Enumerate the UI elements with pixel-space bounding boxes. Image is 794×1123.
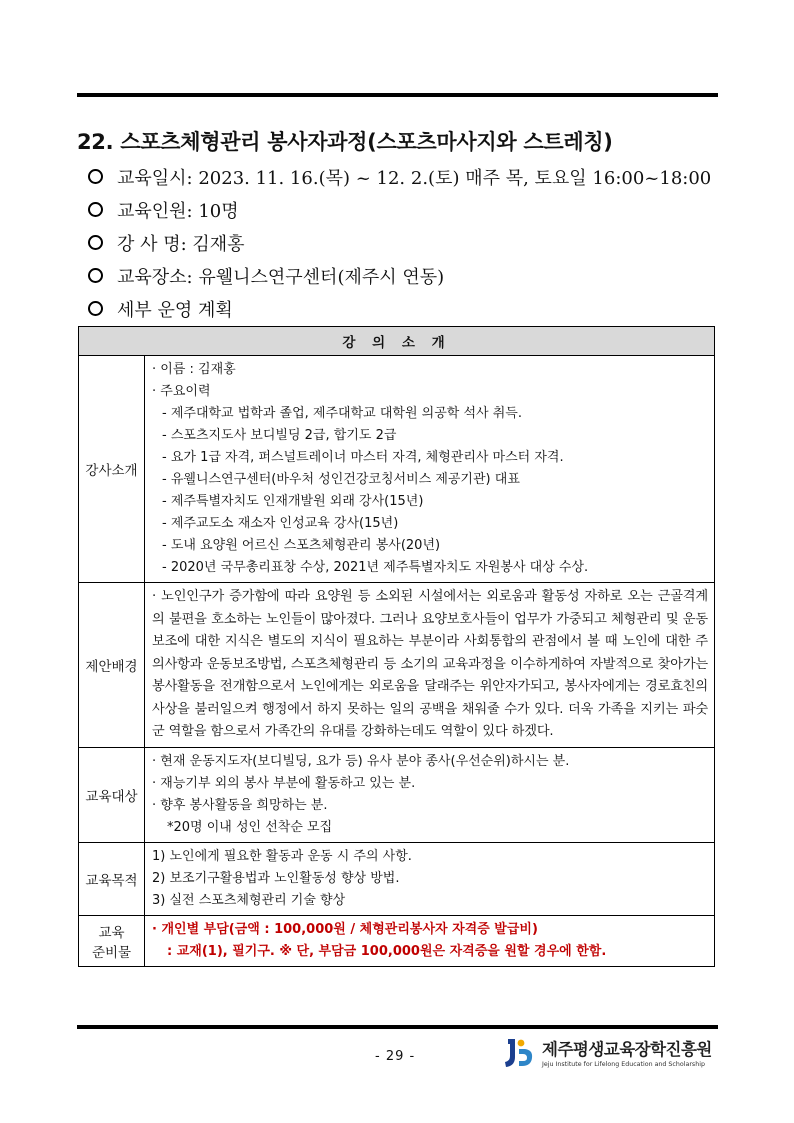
info-text: 강 사 명: 김재홍 (117, 233, 245, 255)
bottom-divider (77, 1025, 718, 1029)
instructor-line: - 2020년 국무총리표창 수상, 2021년 제주특별자치도 자원봉사 대상 수상. (162, 560, 589, 575)
info-text: 교육일시: 2023. 11. 16.(목) ~ 12. 2.(토) 매주 목, 토요일 16:00~18:00 (117, 167, 712, 189)
target-note: *20명 이내 성인 선착순 모집 (167, 819, 333, 835)
instructor-line: - 제주교도소 재소자 인성교육 강사(15년) (162, 516, 399, 531)
logo-text (542, 1036, 712, 1068)
institute-logo (502, 1035, 712, 1069)
info-text: 세부 운영 계획 (117, 299, 233, 321)
info-item-location (86, 259, 711, 292)
row-label-instructor: 강사소개 (79, 356, 145, 583)
target-line: · 현재 운동지도자(보디빌딩, 요가 등) 유사 분야 종사(우선순위)하시는 분. (152, 753, 570, 769)
purpose-line: 1) 노인에게 필요한 활동과 운동 시 주의 사항. (152, 848, 412, 864)
info-item-instructor (86, 226, 711, 259)
info-text: 교육장소: 유웰니스연구센터(제주시 연동) (117, 266, 445, 288)
circle-bullet-icon (88, 202, 103, 217)
target-line: · 재능기부 외의 봉사 부분에 활동하고 있는 분. (152, 775, 416, 791)
top-divider (77, 93, 718, 97)
table-header: 강 의 소 개 (79, 327, 715, 356)
instructor-line: - 요가 1급 자격, 퍼스널트레이너 마스터 자격, 체형관리사 마스터 자격. (162, 450, 564, 465)
instructor-line: - 스포츠지도사 보디빌딩 2급, 합기도 2급 (162, 428, 397, 443)
table-row-supplies (79, 915, 715, 966)
target-line: · 향후 봉사활동을 희망하는 분. (152, 797, 328, 813)
info-item-schedule (86, 160, 711, 193)
instructor-cell (145, 356, 715, 583)
instructor-line: - 제주특별자치도 인재개발원 외래 강사(15년) (162, 494, 424, 509)
row-label-background: 제안배경 (79, 583, 145, 748)
institute-emblem-icon (502, 1035, 536, 1069)
section-title: 22. 스포츠체형관리 봉사자과정(스포츠마사지와 스트레칭) (77, 130, 613, 154)
purpose-line: 2) 보조기구활용법과 노인활동성 향상 방법. (152, 870, 400, 886)
background-cell (145, 583, 715, 748)
row-label-purpose: 교육목적 (79, 842, 145, 915)
table-row-target (79, 747, 715, 842)
instructor-line: · 주요이력 (152, 384, 211, 399)
instructor-line: - 유웰니스연구센터(바우처 성인건강코칭서비스 제공기관) 대표 (162, 472, 520, 487)
supplies-line: : 교재(1), 필기구. ※ 단, 부담금 100,000원은 자격증을 원할 경우에 한함. (167, 943, 607, 959)
circle-bullet-icon (88, 169, 103, 184)
purpose-line: 3) 실전 스포츠체형관리 기술 향상 (152, 892, 346, 908)
circle-bullet-icon (88, 268, 103, 283)
logo-english-name: Jeju Institute for Lifelong Education and Scholarship (542, 1061, 705, 1068)
row-label-target: 교육대상 (79, 747, 145, 842)
circle-bullet-icon (88, 235, 103, 250)
supplies-line: · 개인별 부담(금액 : 100,000원 / 체형관리봉사자 자격증 발급비) (152, 921, 538, 937)
page-number: - 29 - (375, 1049, 416, 1064)
background-paragraph: · 노인인구가 증가함에 따라 요양원 등 소외된 시설에서는 외로움과 활동성 자하로 오는 근골격계의 불편을 호소하는 노인들이 많아졌다. 그러나 요양보호사들이 업무가 가중되고 체형관리 및 운동보조에 대한 지식은 별도의 지식이 필요하는 부분이라 사회통합의 관점에서 볼 때 노인에 대한 주의사항과 운동보조방법, 스포츠체형관리 등 소기의 교육과정을 이수하게하여 자발적으로 찾아가는 봉사활동을 전개함으로서 노인에게는 외로움을 달래주는 위안자가되고, 봉사자에게는 경로효친의 사상을 불러일으켜 행정에서 하지 못하는 일의 공백을 채워줄 수가 있다. 더욱 가족을 지키는 파숫군 역할을 함으로서 가족간의 유대를 강화하는데도 역할이 있다 하겠다. (152, 589, 708, 739)
instructor-line: - 도내 요양원 어르신 스포츠체형관리 봉사(20년) (162, 538, 441, 553)
info-item-capacity (86, 193, 711, 226)
target-cell (145, 747, 715, 842)
supplies-cell (145, 915, 715, 966)
table-row-background (79, 583, 715, 748)
purpose-cell (145, 842, 715, 915)
info-list (86, 160, 711, 325)
row-label-line: 교육 (98, 924, 125, 941)
logo-korean-name: 제주평생교육장학진흥원 (542, 1040, 712, 1059)
table-header-row (79, 327, 715, 356)
circle-bullet-icon (88, 301, 103, 316)
instructor-line: - 제주대학교 법학과 졸업, 제주대학교 대학원 의공학 석사 취득. (162, 406, 522, 421)
table-row-instructor (79, 356, 715, 583)
instructor-line: · 이름 : 김재홍 (152, 362, 236, 377)
info-item-plan (86, 292, 711, 325)
operation-plan-table (78, 326, 715, 967)
table-row-purpose (79, 842, 715, 915)
info-text: 교육인원: 10명 (117, 200, 239, 222)
row-label-supplies (79, 915, 145, 966)
row-label-line: 준비물 (91, 944, 132, 961)
